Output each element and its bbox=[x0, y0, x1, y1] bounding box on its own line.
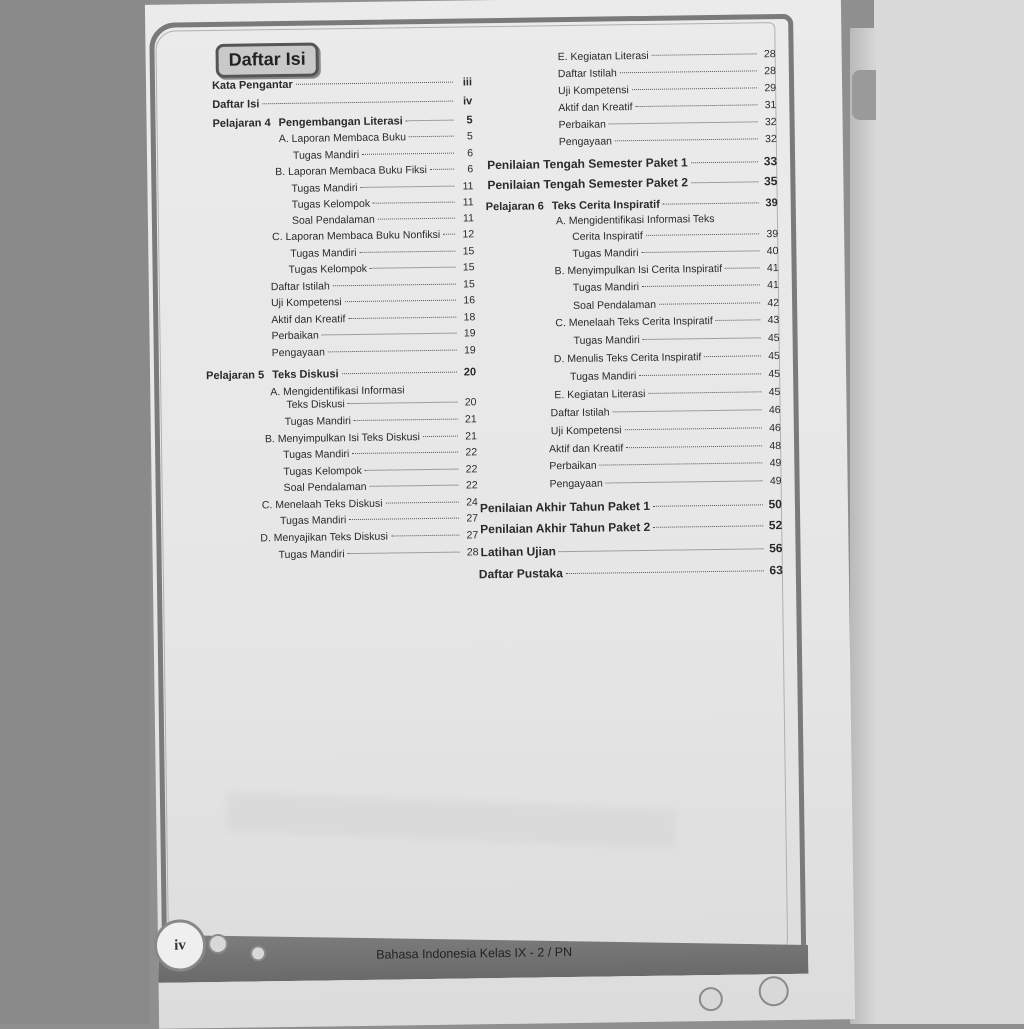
dot-leader bbox=[406, 120, 454, 122]
toc-entry-page: 21 bbox=[461, 430, 477, 442]
toc-entry-page: 28 bbox=[760, 65, 776, 77]
toc-entry-page: 31 bbox=[760, 99, 776, 111]
toc-entry-label: Soal Pendalaman bbox=[284, 481, 367, 494]
dot-leader bbox=[620, 70, 757, 73]
book-page bbox=[145, 0, 855, 1029]
dot-leader bbox=[635, 104, 757, 107]
dot-leader bbox=[632, 87, 757, 90]
toc-entry-label: Latihan Ujian bbox=[480, 544, 556, 559]
toc-entry-label: B. Menyimpulkan Isi Teks Diskusi bbox=[265, 431, 420, 445]
toc-entry bbox=[293, 147, 473, 162]
dot-leader bbox=[663, 202, 759, 204]
toc-entry-page: 46 bbox=[765, 404, 781, 416]
toc-entry-label: D. Menulis Teks Cerita Inspiratif bbox=[554, 351, 702, 365]
toc-entry-label: Penilaian Akhir Tahun Paket 2 bbox=[480, 520, 650, 536]
toc-entry-page: 15 bbox=[459, 278, 475, 290]
footer-book-title: Bahasa Indonesia Kelas IX - 2 / PN bbox=[376, 945, 572, 962]
toc-entry-page: iv bbox=[456, 95, 472, 107]
decorative-circle bbox=[699, 987, 723, 1011]
dot-leader bbox=[642, 284, 760, 287]
toc-entry-label: Perbaikan bbox=[549, 460, 596, 473]
page-number: iv bbox=[154, 919, 207, 972]
decorative-circle bbox=[759, 976, 789, 1006]
dot-leader bbox=[691, 181, 758, 183]
toc-entry-page: 20 bbox=[460, 396, 476, 408]
toc-entry-label: Daftar Istilah bbox=[271, 280, 330, 293]
toc-entry-page: 39 bbox=[762, 197, 778, 209]
toc-entry bbox=[292, 212, 474, 227]
toc-entry-label: Cerita Inspiratif bbox=[572, 230, 643, 243]
dot-leader bbox=[646, 233, 759, 236]
dot-leader bbox=[345, 300, 456, 303]
dot-leader bbox=[328, 350, 457, 353]
dot-leader bbox=[606, 480, 763, 483]
dot-leader bbox=[359, 251, 455, 253]
dot-leader bbox=[704, 355, 761, 357]
dot-leader bbox=[362, 153, 454, 155]
dot-leader bbox=[643, 337, 761, 340]
dot-leader bbox=[349, 518, 459, 521]
toc-entry-page: 45 bbox=[764, 386, 780, 398]
toc-entry-page: 45 bbox=[764, 350, 780, 362]
toc-entry-label: Tugas Mandiri bbox=[278, 548, 344, 561]
toc-entry-page: 27 bbox=[462, 529, 478, 541]
toc-entry-page: 32 bbox=[761, 133, 777, 145]
toc-entry-label: Aktif dan Kreatif bbox=[271, 313, 345, 326]
toc-entry-page: 40 bbox=[762, 245, 778, 257]
toc-entry-label: B. Laporan Membaca Buku Fiksi bbox=[275, 164, 427, 178]
dot-leader bbox=[652, 53, 757, 55]
toc-entry-label: C. Menelaah Teks Cerita Inspiratif bbox=[555, 315, 713, 329]
toc-entry-page: 15 bbox=[458, 245, 474, 257]
dot-leader bbox=[348, 402, 458, 405]
toc-entry-label: Tugas Mandiri bbox=[572, 247, 638, 260]
toc-entry-page: 19 bbox=[460, 344, 476, 356]
page-title: Daftar Isi bbox=[215, 42, 318, 77]
toc-entry bbox=[290, 245, 474, 260]
toc-entry-page: 22 bbox=[462, 479, 478, 491]
dot-leader bbox=[624, 427, 761, 430]
toc-entry-label: Pengayaan bbox=[559, 135, 612, 148]
toc-entry-page: 41 bbox=[763, 262, 779, 274]
dot-leader bbox=[409, 136, 454, 138]
toc-entry-label: Tugas Mandiri bbox=[570, 370, 636, 383]
dot-leader bbox=[430, 169, 454, 170]
toc-entry-label: Uji Kompetensi bbox=[551, 424, 622, 437]
dot-leader bbox=[626, 445, 762, 448]
dot-leader bbox=[354, 419, 458, 421]
dot-leader bbox=[642, 250, 760, 253]
toc-entry-label: Teks Cerita Inspiratif bbox=[552, 199, 660, 213]
toc-entry-page: 6 bbox=[457, 147, 473, 159]
toc-entry-page: 41 bbox=[763, 279, 779, 291]
dot-leader bbox=[615, 138, 758, 141]
toc-entry-label: Daftar Isi bbox=[212, 98, 259, 111]
dot-leader bbox=[613, 409, 762, 412]
dot-leader bbox=[348, 317, 456, 320]
toc-entry-label: B. Menyimpulkan Isi Cerita Inspiratif bbox=[555, 263, 723, 277]
toc-chapter-number: Pelajaran 4 bbox=[212, 117, 270, 130]
dot-leader bbox=[566, 570, 764, 574]
toc-entry bbox=[291, 180, 473, 195]
toc-chapter-number: Pelajaran 5 bbox=[206, 369, 264, 382]
dot-leader bbox=[296, 82, 453, 85]
toc-entry-page: 22 bbox=[461, 463, 477, 475]
dot-leader bbox=[361, 186, 455, 188]
toc-chapter-number: Pelajaran 6 bbox=[486, 200, 544, 213]
toc-entry-label: Teks Diskusi bbox=[286, 398, 345, 411]
toc-entry-label: Penilaian Tengah Semester Paket 2 bbox=[487, 175, 688, 192]
toc-entry-label: A. Mengidentifikasi Informasi bbox=[270, 384, 404, 398]
dot-leader bbox=[391, 535, 459, 537]
photo-background-left bbox=[0, 0, 150, 1024]
toc-entry-label: Penilaian Akhir Tahun Paket 1 bbox=[480, 499, 650, 515]
toc-entry-page: 45 bbox=[764, 332, 780, 344]
toc-entry-label: Daftar Istilah bbox=[551, 406, 610, 419]
toc-entry-label: Teks Diskusi bbox=[272, 368, 339, 381]
toc-entry-page: 5 bbox=[456, 114, 472, 126]
toc-entry-label: D. Menyajikan Teks Diskusi bbox=[260, 531, 388, 545]
toc-entry-page: 20 bbox=[460, 366, 476, 378]
toc-entry-label: Tugas Kelompok bbox=[289, 263, 368, 276]
toc-entry-page: 27 bbox=[462, 512, 478, 524]
toc-entry-page: 56 bbox=[766, 541, 782, 555]
dot-leader bbox=[365, 469, 459, 471]
toc-entry-label: E. Kegiatan Literasi bbox=[558, 50, 649, 63]
toc-entry-page: 11 bbox=[458, 196, 474, 208]
toc-entry-page: 50 bbox=[766, 497, 782, 511]
toc-entry-page: 22 bbox=[461, 446, 477, 458]
toc-entry-page: 28 bbox=[462, 546, 478, 558]
toc-entry bbox=[292, 196, 474, 211]
toc-entry-label: A. Laporan Membaca Buku bbox=[279, 131, 406, 145]
dot-leader bbox=[378, 218, 455, 220]
dot-leader bbox=[653, 504, 763, 507]
toc-entry-label: Penilaian Tengah Semester Paket 1 bbox=[487, 155, 688, 172]
dot-leader bbox=[370, 485, 459, 487]
dot-leader bbox=[373, 202, 455, 204]
dot-leader bbox=[322, 333, 457, 336]
toc-entry-label: Perbaikan bbox=[271, 330, 318, 343]
toc-entry-label: Tugas Mandiri bbox=[574, 334, 640, 347]
toc-entry-label: Tugas Kelompok bbox=[292, 198, 371, 211]
toc-entry-label: Tugas Mandiri bbox=[573, 281, 639, 294]
toc-entry-label: Daftar Istilah bbox=[558, 67, 617, 80]
toc-entry-label: Pengayaan bbox=[550, 478, 603, 491]
dot-leader bbox=[352, 452, 458, 454]
dot-leader bbox=[385, 502, 458, 504]
toc-entry-label: Pengembangan Literasi bbox=[279, 115, 403, 129]
toc-entry-label: Kata Pengantar bbox=[212, 79, 293, 92]
toc-entry-page: 18 bbox=[459, 311, 475, 323]
toc-entry-label: Uji Kompetensi bbox=[271, 296, 342, 309]
dot-leader bbox=[443, 234, 455, 235]
toc-entry-page: 19 bbox=[459, 327, 475, 339]
photo-background-right bbox=[874, 0, 1024, 1024]
toc-entry-label: Tugas Mandiri bbox=[293, 149, 359, 162]
dot-leader bbox=[370, 267, 456, 269]
toc-entry-page: 15 bbox=[458, 261, 474, 273]
toc-entry-page: 11 bbox=[457, 180, 473, 192]
toc-entry-label: Pengayaan bbox=[272, 346, 325, 359]
toc-entry-page: 42 bbox=[763, 297, 779, 309]
dot-leader bbox=[333, 284, 456, 287]
toc-entry-page: 39 bbox=[762, 228, 778, 240]
next-page-tab bbox=[852, 70, 876, 120]
toc-entry-page: iii bbox=[456, 76, 472, 88]
toc-entry-page: 52 bbox=[766, 518, 782, 532]
toc-entry-page: 5 bbox=[457, 130, 473, 142]
toc-entry-label: Aktif dan Kreatif bbox=[558, 101, 632, 114]
dot-leader bbox=[691, 161, 758, 163]
dot-leader bbox=[648, 391, 761, 394]
toc-entry-label: Perbaikan bbox=[559, 118, 606, 131]
toc-entry-page: 28 bbox=[760, 48, 776, 60]
dot-leader bbox=[725, 267, 760, 268]
toc-entry-page: 33 bbox=[761, 154, 777, 168]
dot-leader bbox=[659, 302, 760, 304]
dot-leader bbox=[600, 462, 763, 465]
toc-entry-label: Tugas Mandiri bbox=[285, 415, 351, 428]
toc-entry-page: 11 bbox=[458, 212, 474, 224]
toc-entry-page: 16 bbox=[459, 294, 475, 306]
toc-entry-page: 63 bbox=[767, 563, 783, 577]
dot-leader bbox=[716, 319, 761, 321]
toc-entry-page: 21 bbox=[461, 413, 477, 425]
toc-entry-label: Uji Kompetensi bbox=[558, 84, 629, 97]
toc-entry-label: C. Laporan Membaca Buku Nonfiksi bbox=[272, 229, 440, 243]
toc-entry-page: 49 bbox=[766, 475, 782, 487]
toc-entry-page: 35 bbox=[761, 174, 777, 188]
toc-entry-label: Daftar Pustaka bbox=[479, 566, 563, 581]
toc-entry-label: A. Mengidentifikasi Informasi Teks bbox=[556, 213, 715, 227]
dot-leader bbox=[609, 121, 758, 124]
toc-entry-label: Tugas Mandiri bbox=[291, 182, 357, 195]
next-page-edge bbox=[850, 28, 876, 1024]
dot-leader bbox=[559, 548, 764, 552]
toc-entry-page: 6 bbox=[457, 163, 473, 175]
toc-entry-page: 43 bbox=[763, 314, 779, 326]
dot-leader bbox=[262, 101, 453, 105]
toc-entry-page: 32 bbox=[761, 116, 777, 128]
toc-entry-label: C. Menelaah Teks Diskusi bbox=[262, 498, 383, 512]
toc-entry-page: 49 bbox=[765, 457, 781, 469]
toc-entry-page: 45 bbox=[764, 368, 780, 380]
toc-entry-label: Tugas Kelompok bbox=[283, 465, 362, 478]
toc-entry-page: 24 bbox=[462, 496, 478, 508]
toc-entry-label: E. Kegiatan Literasi bbox=[554, 388, 645, 401]
toc-entry-page: 12 bbox=[458, 228, 474, 240]
dot-leader bbox=[342, 372, 457, 375]
dot-leader bbox=[348, 552, 460, 555]
dot-leader bbox=[653, 525, 763, 528]
toc-entry-label: Tugas Mandiri bbox=[280, 514, 346, 527]
toc-entry-page: 29 bbox=[760, 82, 776, 94]
toc-entry-label: Tugas Mandiri bbox=[283, 448, 349, 461]
decorative-circle bbox=[208, 934, 228, 954]
toc-entry-label: Soal Pendalaman bbox=[292, 214, 375, 227]
dot-leader bbox=[639, 373, 761, 376]
dot-leader bbox=[423, 436, 458, 437]
toc-entry-page: 46 bbox=[765, 422, 781, 434]
toc-entry-label: Tugas Mandiri bbox=[290, 247, 356, 260]
toc-entry-label: Soal Pendalaman bbox=[573, 299, 656, 312]
toc-entry-page: 48 bbox=[765, 440, 781, 452]
toc-entry-label: Aktif dan Kreatif bbox=[549, 442, 623, 455]
